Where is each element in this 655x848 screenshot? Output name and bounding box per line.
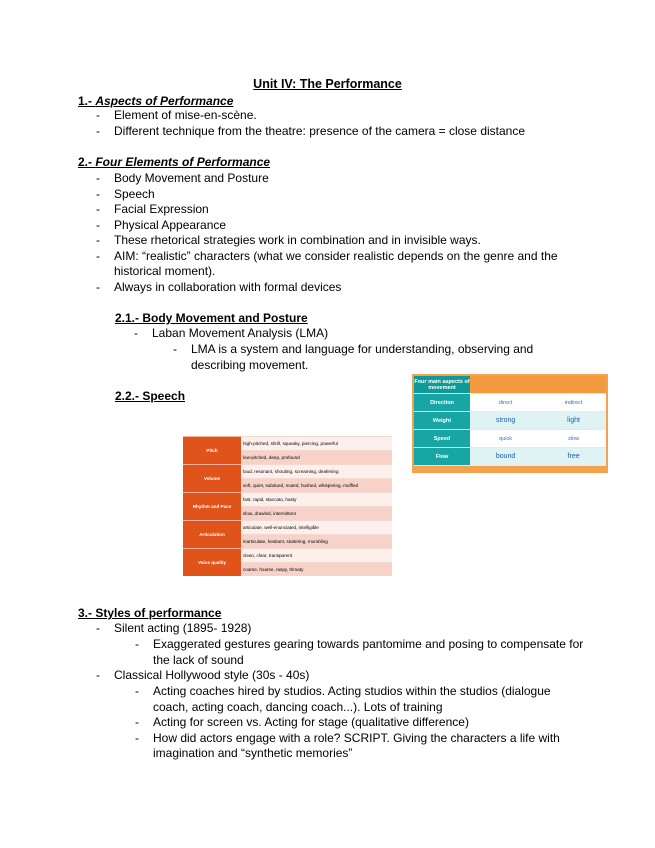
- list-item-line: imagination and “synthetic memories”: [153, 746, 353, 760]
- aspects-list: [96, 108, 525, 139]
- laban-cell: free: [541, 448, 606, 466]
- speech-cell: fast, rapid, staccato, hasty: [241, 493, 392, 507]
- section-title: Aspects of Performance: [95, 94, 234, 108]
- speech-qualities-table: [183, 436, 392, 576]
- speech-cell: inarticulate, hesitant, stuttering, mumbling: [241, 535, 392, 549]
- lma-sublist: [173, 342, 533, 373]
- list-item-line: coach, acting coach, dancing coach...). Lots of training: [153, 699, 443, 714]
- laban-row-label: Direction: [414, 394, 470, 412]
- list-item-line: LMA is a system and language for understanding, observing and: [191, 342, 534, 356]
- list-item: [96, 249, 558, 280]
- speech-cell: low-pitched, deep, profound: [241, 451, 392, 465]
- list-item: [135, 731, 560, 762]
- speech-row-label: Voice quality: [183, 549, 241, 577]
- styles-list-1: [96, 621, 251, 637]
- list-item-line: Acting coaches hired by studios. Acting studios within the studios (dialogue: [153, 684, 551, 698]
- laban-movement-table: [412, 374, 608, 473]
- laban-cell: slow: [541, 430, 606, 448]
- list-item-line: describing movement.: [191, 357, 309, 372]
- section-number: 2.-: [78, 155, 96, 169]
- list-item: - Laban Movement Analysis (LMA): [134, 326, 328, 342]
- laban-row-label: Flow: [414, 448, 470, 466]
- laban-header: Four main aspects of movement: [414, 376, 470, 394]
- list-item: - Body Movement and Posture: [96, 171, 558, 187]
- speech-row-label: Volume: [183, 465, 241, 493]
- laban-cell: light: [541, 412, 606, 430]
- list-item: - Always in collaboration with formal devices: [96, 280, 558, 296]
- laban-cell: bound: [470, 448, 541, 466]
- subsection-heading-speech: 2.2.- Speech: [115, 389, 186, 403]
- laban-cell: direct: [470, 394, 541, 412]
- section-heading-four-elements: [78, 155, 270, 169]
- subsection-heading-body-movement: 2.1.- Body Movement and Posture: [115, 311, 308, 325]
- list-item: - Element of mise-en-scène.: [96, 108, 525, 124]
- four-elements-list: [96, 171, 558, 295]
- speech-row-label: Rhythm and Pace: [183, 493, 241, 521]
- list-item: - Different technique from the theatre: presence of the camera = close distance: [96, 124, 525, 140]
- list-item: - Silent acting (1895- 1928): [96, 621, 251, 637]
- speech-cell: slow, drawled, intermittent: [241, 507, 392, 521]
- speech-row-label: Pitch: [183, 437, 241, 465]
- page-title: Unit IV: The Performance: [253, 77, 402, 91]
- styles-list-2: [96, 668, 309, 684]
- laban-cell: quick: [470, 430, 541, 448]
- section-title: Four Elements of Performance: [95, 155, 271, 169]
- laban-cell: strong: [470, 412, 541, 430]
- list-item: - Classical Hollywood style (30s - 40s): [96, 668, 309, 684]
- list-item: - Facial Expression: [96, 202, 558, 218]
- list-item: [135, 637, 583, 668]
- body-movement-list: [134, 326, 328, 342]
- list-item-line: Exaggerated gestures gearing towards pantomime and posing to compensate for: [153, 637, 584, 651]
- list-item-line: historical moment).: [114, 264, 216, 278]
- section-heading-aspects: [78, 94, 233, 108]
- speech-cell: high-pitched, shrill, squeaky, piercing, powerful: [241, 437, 392, 451]
- speech-row-label: Articulation: [183, 521, 241, 549]
- laban-row-label: Speed: [414, 430, 470, 448]
- silent-sublist: [135, 637, 583, 668]
- list-item-line: How did actors engage with a role? SCRIPT. Giving the characters a life with: [153, 730, 560, 745]
- speech-cell: soft, quiet, subdued, muted, hushed, whispering, muffled: [241, 479, 392, 493]
- list-item: - Acting for screen vs. Acting for stage (qualitative difference): [135, 715, 560, 731]
- speech-cell: loud, resonant, shouting, screaming, deafening: [241, 465, 392, 479]
- speech-cell: coarse, hoarse, raspy, throaty: [241, 563, 392, 577]
- list-item-line: the lack of sound: [153, 652, 244, 667]
- classical-sublist: [135, 684, 560, 762]
- laban-cell: indirect: [541, 394, 606, 412]
- laban-row-label: Weight: [414, 412, 470, 430]
- list-item: - Physical Appearance: [96, 218, 558, 234]
- speech-cell: articulate, well-enunciated, intelligible: [241, 521, 392, 535]
- list-item: [135, 684, 560, 715]
- section-number: 1.-: [78, 94, 96, 108]
- section-heading-styles: 3.- Styles of performance: [78, 606, 222, 620]
- list-item: - These rhetorical strategies work in combination and in invisible ways.: [96, 233, 558, 249]
- list-item: [173, 342, 533, 373]
- list-item-line: AIM: “realistic” characters (what we consider realistic depends on the genre and the: [114, 248, 558, 263]
- list-item: - Speech: [96, 187, 558, 203]
- speech-cell: clean, clear, transparent: [241, 549, 392, 563]
